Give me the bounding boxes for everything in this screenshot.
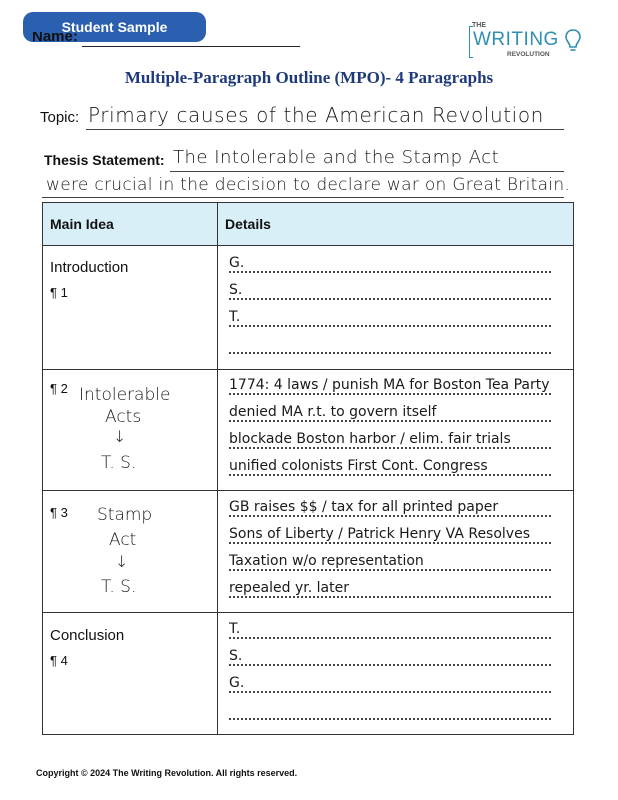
- logo-the: THE: [472, 22, 486, 29]
- topic-label: Topic:: [40, 109, 80, 126]
- row-divider: [43, 490, 573, 491]
- detail-line: Taxation w/o representation: [229, 553, 551, 575]
- student-sample-badge: Student Sample: [23, 12, 206, 42]
- thesis-line-2: were crucial in the decision to declare war on Great Britain.: [46, 175, 571, 195]
- row-divider: [43, 369, 573, 370]
- detail-line: S.: [229, 648, 551, 670]
- detail-line: Sons of Liberty / Patrick Henry VA Resolves: [229, 526, 551, 548]
- writing-revolution-logo: [469, 22, 587, 62]
- row-paragraph-number: ¶ 1: [50, 285, 68, 300]
- detail-line: denied MA r.t. to govern itself: [229, 404, 551, 426]
- detail-line: repealed yr. later: [229, 580, 551, 602]
- detail-line: G.: [229, 675, 551, 697]
- row-main-idea-handwritten: Act: [109, 530, 137, 550]
- name-line: [82, 46, 300, 47]
- row-paragraph-number: ¶ 4: [50, 653, 68, 668]
- detail-line: [229, 336, 551, 358]
- detail-line: 1774: 4 laws / punish MA for Boston Tea Party: [229, 377, 550, 393]
- detail-line: T.: [229, 621, 551, 643]
- detail-line: GB raises $$ / tax for all printed paper: [229, 499, 551, 521]
- topic-value: Primary causes of the American Revolution: [88, 103, 544, 127]
- header-details: Details: [225, 216, 271, 232]
- detail-line: unified colonists First Cont. Congress: [229, 458, 551, 480]
- header-main-idea: Main Idea: [50, 216, 114, 232]
- thesis-underline-1: [170, 171, 564, 172]
- row-main-idea: Introduction: [50, 259, 129, 276]
- copyright-footer: Copyright © 2024 The Writing Revolution. All rights reserved.: [36, 768, 298, 778]
- row-main-idea-handwritten: T. S.: [101, 453, 137, 473]
- table-header: [43, 203, 573, 246]
- detail-line: S.: [229, 282, 551, 304]
- detail-line: [229, 702, 551, 724]
- row-main-idea-handwritten: T. S.: [101, 577, 137, 597]
- row-main-idea-handwritten: Intolerable: [79, 385, 171, 405]
- row-main-idea-handwritten: Acts: [105, 407, 142, 427]
- logo-writing: WRITING: [473, 29, 559, 50]
- detail-line: G.: [229, 255, 551, 277]
- row-main-idea: Conclusion: [50, 627, 125, 644]
- thesis-line-1: The Intolerable and the Stamp Act: [173, 147, 500, 168]
- row-main-idea-handwritten: Stamp: [97, 505, 153, 525]
- row-paragraph-number: ¶ 3: [50, 505, 68, 520]
- down-arrow-icon: ↓: [115, 552, 129, 571]
- row-divider: [43, 612, 573, 613]
- logo-revolution: REVOLUTION: [507, 51, 550, 58]
- name-label: Name:: [32, 32, 78, 45]
- outline-table: [42, 202, 574, 735]
- thesis-label: Thesis Statement:: [44, 152, 165, 168]
- detail-line: blockade Boston harbor / elim. fair trials: [229, 431, 551, 453]
- thesis-underline-2: [42, 197, 564, 198]
- detail-line: T.: [229, 309, 551, 331]
- page-title: Multiple-Paragraph Outline (MPO)- 4 Paragraphs: [124, 68, 494, 87]
- down-arrow-icon: ↓: [113, 427, 127, 446]
- column-divider: [217, 203, 218, 734]
- lightbulb-icon: [565, 28, 581, 54]
- row-paragraph-number: ¶ 2: [50, 381, 68, 396]
- topic-underline: [86, 129, 564, 130]
